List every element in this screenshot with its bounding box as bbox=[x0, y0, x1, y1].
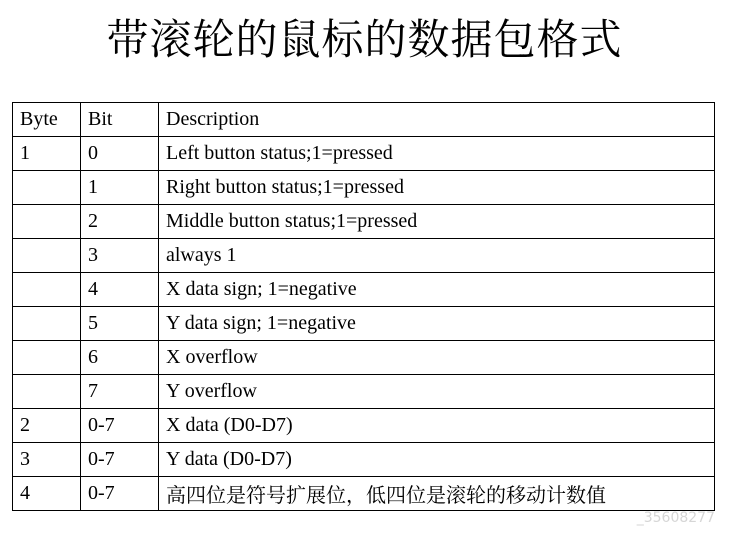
cell-bit: 0-7 bbox=[81, 477, 159, 511]
page-title: 带滚轮的鼠标的数据包格式 bbox=[106, 15, 623, 64]
cell-bit: 1 bbox=[81, 171, 159, 205]
table-row bbox=[13, 341, 715, 375]
table-row bbox=[13, 205, 715, 239]
cell-bit: 7 bbox=[81, 375, 159, 409]
cell-description: Middle button status;1=pressed bbox=[159, 205, 715, 239]
cell-byte bbox=[13, 375, 81, 409]
cell-description: 高四位是符号扩展位，低四位是滚轮的移动计数值 bbox=[159, 477, 715, 511]
cell-description: Y data (D0-D7) bbox=[159, 443, 715, 477]
cell-byte: 3 bbox=[13, 443, 81, 477]
cell-byte bbox=[13, 205, 81, 239]
cell-byte bbox=[13, 239, 81, 273]
cell-description: always 1 bbox=[159, 239, 715, 273]
table-row bbox=[13, 375, 715, 409]
cell-description: Y data sign; 1=negative bbox=[159, 307, 715, 341]
cell-bit: 6 bbox=[81, 341, 159, 375]
header-description: Description bbox=[159, 103, 715, 137]
cell-bit: 3 bbox=[81, 239, 159, 273]
table-row bbox=[13, 443, 715, 477]
cell-bit: 0-7 bbox=[81, 443, 159, 477]
cell-description: X data sign; 1=negative bbox=[159, 273, 715, 307]
cell-description: Right button status;1=pressed bbox=[159, 171, 715, 205]
cell-bit: 5 bbox=[81, 307, 159, 341]
cell-byte: 4 bbox=[13, 477, 81, 511]
cell-bit: 0-7 bbox=[81, 409, 159, 443]
table-row bbox=[13, 409, 715, 443]
cell-description: X data (D0-D7) bbox=[159, 409, 715, 443]
cell-description: Y overflow bbox=[159, 375, 715, 409]
table-row bbox=[13, 307, 715, 341]
table-row bbox=[13, 239, 715, 273]
cell-bit: 2 bbox=[81, 205, 159, 239]
cell-description: X overflow bbox=[159, 341, 715, 375]
cell-byte: 2 bbox=[13, 409, 81, 443]
cell-byte bbox=[13, 171, 81, 205]
cell-byte: 1 bbox=[13, 137, 81, 171]
header-bit: Bit bbox=[81, 103, 159, 137]
watermark: _35608277 bbox=[636, 510, 715, 526]
table-row bbox=[13, 171, 715, 205]
table-row bbox=[13, 273, 715, 307]
cell-description: Left button status;1=pressed bbox=[159, 137, 715, 171]
cell-bit: 0 bbox=[81, 137, 159, 171]
cell-bit: 4 bbox=[81, 273, 159, 307]
table-header-row bbox=[13, 103, 715, 137]
header-byte: Byte bbox=[13, 103, 81, 137]
cell-byte bbox=[13, 341, 81, 375]
table-row bbox=[13, 477, 715, 511]
packet-format-table bbox=[12, 102, 715, 511]
table-row bbox=[13, 137, 715, 171]
cell-byte bbox=[13, 273, 81, 307]
cell-byte bbox=[13, 307, 81, 341]
